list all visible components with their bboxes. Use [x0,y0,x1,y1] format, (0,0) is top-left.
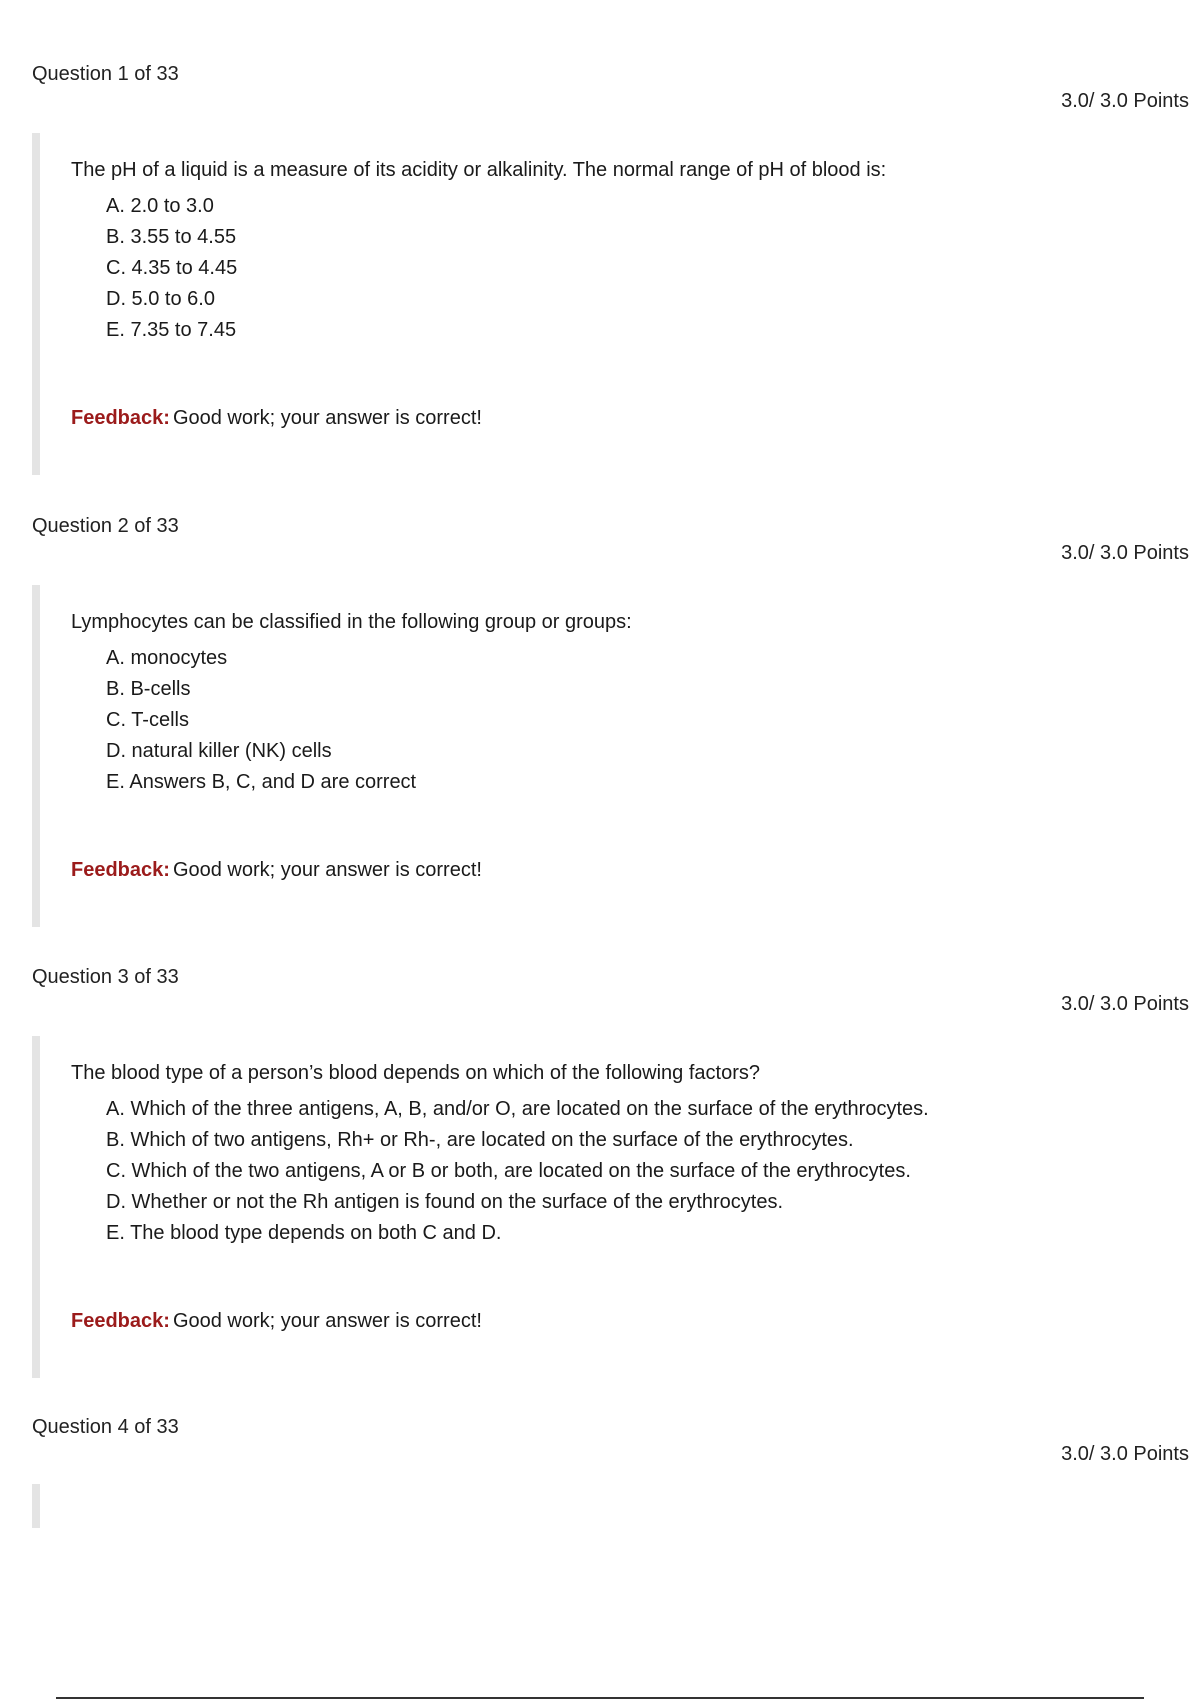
answer-choices [106,1094,929,1249]
answer-choice-b: B. 3.55 to 4.55 [106,226,237,248]
answer-choice-d: D. Whether or not the Rh antigen is found on the surface of the erythrocytes. [106,1191,784,1213]
feedback-label: Feedback: [71,1310,170,1332]
question-number: Question 4 of 33 [32,1416,179,1438]
answer-choice-b: B. B-cells [106,678,191,700]
answer-choice-a: A. 2.0 to 3.0 [106,195,214,217]
question-number: Question 3 of 33 [32,966,179,988]
question-body [32,133,1032,475]
feedback [71,859,482,882]
feedback-label: Feedback: [71,407,170,429]
question-text: The pH of a liquid is a measure of its acidity or alkalinity. The normal range of pH of blood is: [71,159,887,181]
question-3 [0,966,1200,1386]
feedback-text: Good work; your answer is correct! [172,859,482,881]
answer-choice-d: D. 5.0 to 6.0 [106,288,215,310]
question-text: Lymphocytes can be classified in the following group or groups: [71,611,632,633]
answer-choice-e: E. Answers B, C, and D are correct [106,771,417,793]
feedback-text: Good work; your answer is correct! [172,1310,482,1332]
answer-choice-c: C. Which of the two antigens, A or B or both, are located on the surface of the erythrocytes. [106,1160,911,1182]
answer-choice-e: E. 7.35 to 7.45 [106,319,237,341]
question-points: 3.0/ 3.0 Points [1061,90,1189,112]
feedback-text: Good work; your answer is correct! [172,407,482,429]
question-points: 3.0/ 3.0 Points [1061,993,1189,1015]
question-body [32,585,1032,927]
answer-choice-c: C. T-cells [106,709,189,731]
answer-choice-d: D. natural killer (NK) cells [106,740,332,762]
answer-choices [106,191,237,346]
answer-choice-c: C. 4.35 to 4.45 [106,257,238,279]
question-text: The blood type of a person’s blood depends on which of the following factors? [71,1062,760,1084]
answer-choice-b: B. Which of two antigens, Rh+ or Rh-, are located on the surface of the erythrocytes. [106,1129,854,1151]
answer-choices [106,643,416,798]
question-points: 3.0/ 3.0 Points [1061,542,1189,564]
question-body [32,1036,1032,1378]
question-1 [0,63,1200,483]
feedback [71,1310,482,1333]
question-number: Question 2 of 33 [32,515,179,537]
question-points: 3.0/ 3.0 Points [1061,1443,1189,1465]
answer-choice-a: A. Which of the three antigens, A, B, and/or O, are located on the surface of the erythrocytes. [106,1098,929,1120]
feedback [71,407,482,430]
question-number: Question 1 of 33 [32,63,179,85]
answer-choice-e: E. The blood type depends on both C and D. [106,1222,502,1244]
answer-choice-a: A. monocytes [106,647,228,669]
question-4 [0,1416,1200,1536]
question-2 [0,515,1200,935]
question-body [32,1484,1032,1528]
footer-divider [56,1697,1144,1699]
feedback-label: Feedback: [71,859,170,881]
